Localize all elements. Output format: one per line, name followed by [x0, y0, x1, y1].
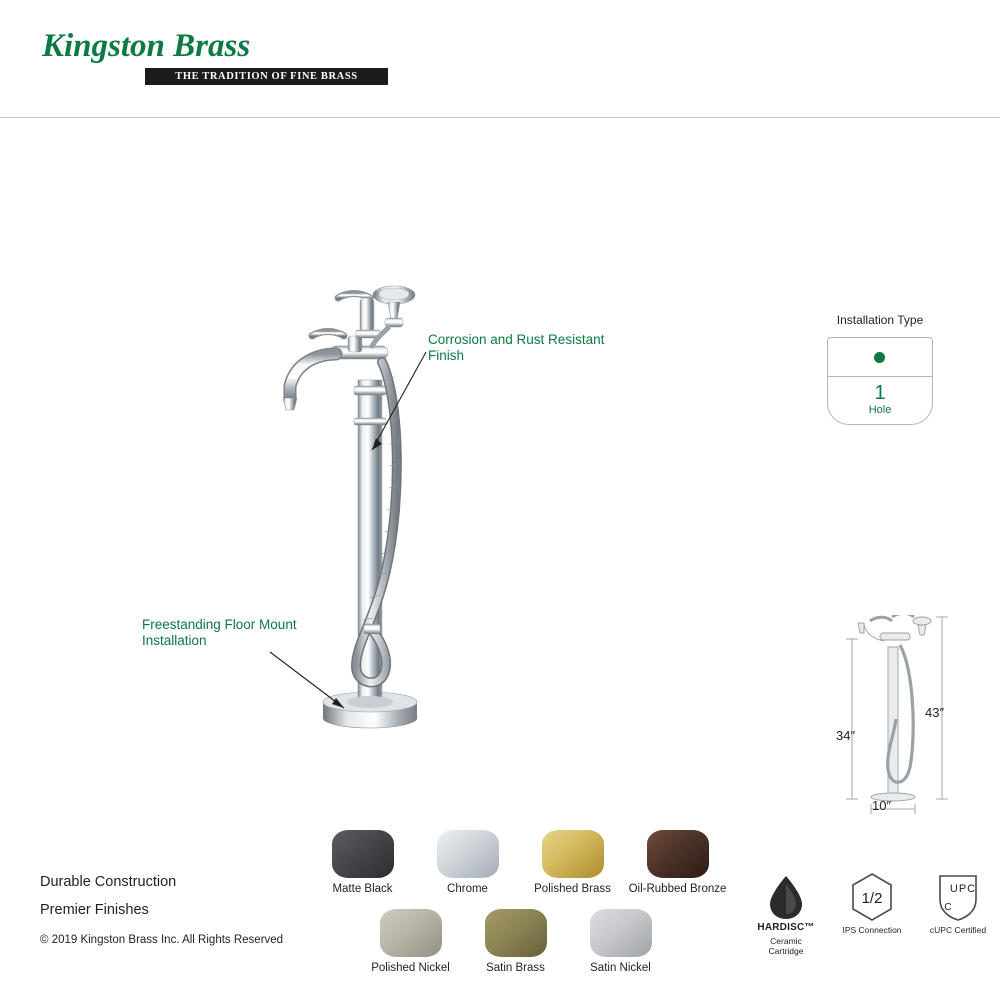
swatch-polished-nickel[interactable]: [380, 909, 442, 957]
installation-type-block: [820, 313, 940, 425]
finish-option-satin-nickel[interactable]: [568, 909, 673, 974]
water-drop-icon: [764, 872, 808, 922]
finish-label: Polished Nickel: [371, 962, 450, 974]
finish-option-chrome[interactable]: [415, 830, 520, 895]
callout-freestanding-leader: [268, 650, 358, 720]
installation-hole-count: 1: [874, 382, 886, 404]
badge-title: HARDISC™: [757, 922, 815, 933]
installation-type-title: Installation Type: [836, 313, 924, 327]
swatch-satin-brass[interactable]: [485, 909, 547, 957]
badge-cupc: [924, 872, 992, 956]
dimension-total-height: 43″: [925, 705, 945, 720]
brand-tagline-bar: [145, 68, 388, 85]
badge-caption: cUPC Certified: [929, 925, 987, 935]
swatch-matte-black[interactable]: [332, 830, 394, 878]
page-header: [0, 0, 1000, 118]
brand-name: Kingston Brass: [42, 28, 251, 64]
finish-option-oil-rubbed-bronze[interactable]: [625, 830, 730, 895]
shield-icon: [936, 872, 980, 922]
finish-row-1: [310, 830, 750, 895]
premier-finishes-label: Premier Finishes: [40, 902, 149, 918]
badge-ips: [838, 872, 906, 956]
swatch-satin-nickel[interactable]: [590, 909, 652, 957]
installation-type-diagram: [827, 337, 933, 425]
finish-label: Chrome: [447, 883, 488, 895]
finish-swatch-gallery: [310, 830, 750, 974]
brand-tagline: THE TRADITION OF FINE BRASS: [175, 71, 358, 82]
finish-label: Polished Brass: [534, 883, 611, 895]
svg-text:C: C: [944, 902, 952, 913]
header-divider: [0, 117, 1000, 118]
finish-option-polished-brass[interactable]: [520, 830, 625, 895]
certification-badges: [752, 872, 992, 956]
badge-caption: IPS Connection: [842, 925, 902, 935]
durable-construction-label: Durable Construction: [40, 874, 177, 890]
hole-dot-icon: [874, 352, 885, 363]
svg-text:1/2: 1/2: [861, 890, 883, 907]
installation-hole-unit: Hole: [868, 404, 892, 416]
installation-divider: [828, 376, 932, 377]
hexagon-icon: [850, 872, 894, 922]
finish-option-polished-nickel[interactable]: [358, 909, 463, 974]
swatch-chrome[interactable]: [437, 830, 499, 878]
swatch-oil-rubbed-bronze[interactable]: [647, 830, 709, 878]
callout-corrosion-leader: [356, 346, 446, 456]
brand-logo: [42, 30, 412, 85]
swatch-polished-brass[interactable]: [542, 830, 604, 878]
copyright-text: © 2019 Kingston Brass Inc. All Rights Reserved: [40, 934, 284, 946]
dimension-spout-height: 34″: [836, 728, 856, 743]
finish-option-matte-black[interactable]: [310, 830, 415, 895]
dimension-diagram: [830, 615, 980, 825]
svg-text:UPC: UPC: [949, 883, 977, 895]
finish-option-satin-brass[interactable]: [463, 909, 568, 974]
finish-label: Matte Black: [332, 883, 393, 895]
dimension-base-width: 10″: [872, 798, 892, 813]
finish-row-2: [358, 909, 750, 974]
badge-caption: Ceramic Cartridge: [768, 936, 804, 956]
callout-freestanding-label: Freestanding Floor Mount Installation: [142, 617, 297, 648]
callout-corrosion-label: Corrosion and Rust Resistant Finish: [428, 332, 605, 363]
finish-label: Oil-Rubbed Bronze: [628, 883, 727, 895]
badge-hardisc: [752, 872, 820, 956]
finish-label: Satin Brass: [486, 962, 545, 974]
finish-label: Satin Nickel: [590, 962, 651, 974]
